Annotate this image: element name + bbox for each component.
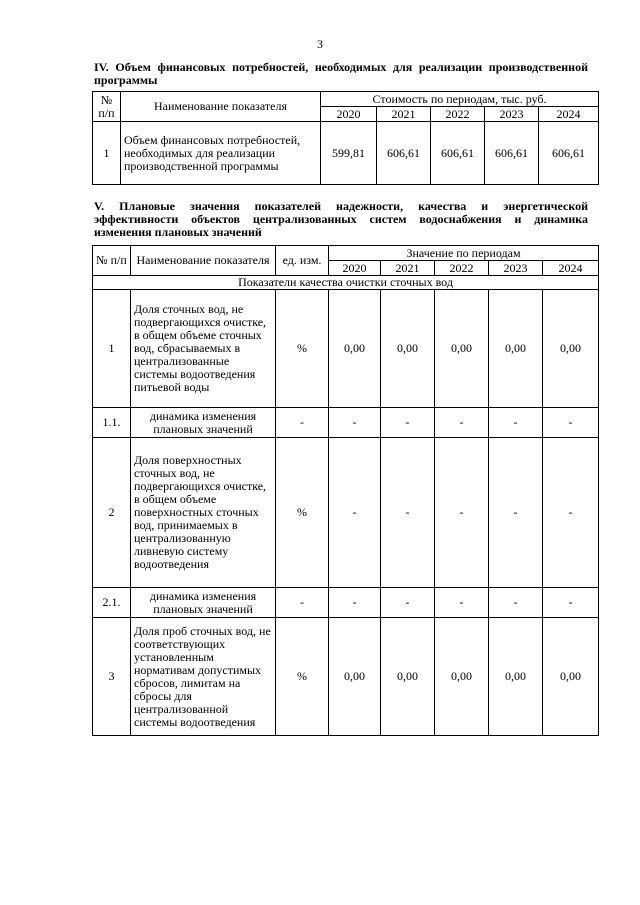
row-num: 2 xyxy=(93,438,131,588)
row-name: Доля проб сточных вод, не соответствующих установленным нормативам допустимых сбросов, лимитам на сбросы для централизованной системы водоотведения xyxy=(131,618,276,736)
table-row xyxy=(93,588,599,618)
header-num: № п/п xyxy=(93,92,121,122)
row-value: - xyxy=(381,408,435,438)
row-value: 0,00 xyxy=(543,618,599,736)
row-name: Доля поверхностных сточных вод, не подвергающихся очистке, в общем объеме поверхностных сточных вод, принимаемых в централизованную ливневую систему водоотведения xyxy=(131,438,276,588)
table-row xyxy=(93,618,599,736)
row-value: - xyxy=(435,408,489,438)
row-name: Доля сточных вод, не подвергающихся очистке, в общем объеме сточных вод, сбрасываемых в централизованные системы водоотведения питьевой воды xyxy=(131,290,276,408)
table-row xyxy=(93,122,599,185)
row-value: 599,81 xyxy=(321,122,377,185)
row-value: 0,00 xyxy=(381,290,435,408)
year-header: 2024 xyxy=(543,261,599,276)
section-5-title: V. Плановые значения показателей надежности, качества и энергетической эффективности объектов централизованных систем водоснабжения и динамика изменения плановых значений xyxy=(94,199,588,239)
row-unit: - xyxy=(276,408,329,438)
table-row xyxy=(93,408,599,438)
year-header: 2023 xyxy=(485,107,539,122)
row-value: - xyxy=(489,588,543,618)
year-header: 2021 xyxy=(381,261,435,276)
header-period: Значение по периодам xyxy=(329,246,599,261)
row-value: - xyxy=(543,588,599,618)
row-value: - xyxy=(381,588,435,618)
row-value: - xyxy=(329,408,381,438)
row-value: - xyxy=(435,438,489,588)
row-value: 0,00 xyxy=(489,618,543,736)
group-title: Показатели качества очистки сточных вод xyxy=(93,276,599,290)
year-header: 2020 xyxy=(329,261,381,276)
header-name: Наименование показателя xyxy=(121,92,321,122)
row-value: 606,61 xyxy=(431,122,485,185)
header-num: № п/п xyxy=(93,246,131,276)
row-value: 606,61 xyxy=(539,122,599,185)
quality-indicators-table xyxy=(92,245,599,736)
year-header: 2020 xyxy=(321,107,377,122)
row-value: 0,00 xyxy=(543,290,599,408)
row-value: - xyxy=(489,438,543,588)
row-name: динамика изменения плановых значений xyxy=(131,588,276,618)
row-num: 1 xyxy=(93,122,121,185)
row-num: 2.1. xyxy=(93,588,131,618)
row-value: - xyxy=(329,588,381,618)
row-value: 0,00 xyxy=(329,618,381,736)
row-num: 3 xyxy=(93,618,131,736)
row-value: - xyxy=(489,408,543,438)
year-header: 2023 xyxy=(489,261,543,276)
page-number: 3 xyxy=(317,37,323,51)
table-row xyxy=(93,290,599,408)
row-num: 1 xyxy=(93,290,131,408)
row-num: 1.1. xyxy=(93,408,131,438)
table-row xyxy=(93,438,599,588)
year-header: 2022 xyxy=(435,261,489,276)
section-4-title: IV. Объем финансовых потребностей, необходимых для реализации производственной программы xyxy=(94,60,588,87)
row-value: 0,00 xyxy=(381,618,435,736)
header-unit: ед. изм. xyxy=(276,246,329,276)
row-value: - xyxy=(543,408,599,438)
row-value: 0,00 xyxy=(489,290,543,408)
row-value: 0,00 xyxy=(329,290,381,408)
row-value: 606,61 xyxy=(377,122,431,185)
row-unit: % xyxy=(276,438,329,588)
row-value: 0,00 xyxy=(435,290,489,408)
row-unit: % xyxy=(276,618,329,736)
row-value: - xyxy=(329,438,381,588)
row-value: - xyxy=(543,438,599,588)
financial-needs-table xyxy=(92,91,599,185)
header-name: Наименование показателя xyxy=(131,246,276,276)
row-unit: % xyxy=(276,290,329,408)
row-value: - xyxy=(381,438,435,588)
year-header: 2022 xyxy=(431,107,485,122)
row-name: Объем финансовых потребностей, необходимых для реализации производственной программы xyxy=(121,122,321,185)
year-header: 2021 xyxy=(377,107,431,122)
row-value: - xyxy=(435,588,489,618)
row-value: 0,00 xyxy=(435,618,489,736)
row-name: динамика изменения плановых значений xyxy=(131,408,276,438)
row-unit: - xyxy=(276,588,329,618)
year-header: 2024 xyxy=(539,107,599,122)
header-cost: Стоимость по периодам, тыс. руб. xyxy=(321,92,599,107)
row-value: 606,61 xyxy=(485,122,539,185)
